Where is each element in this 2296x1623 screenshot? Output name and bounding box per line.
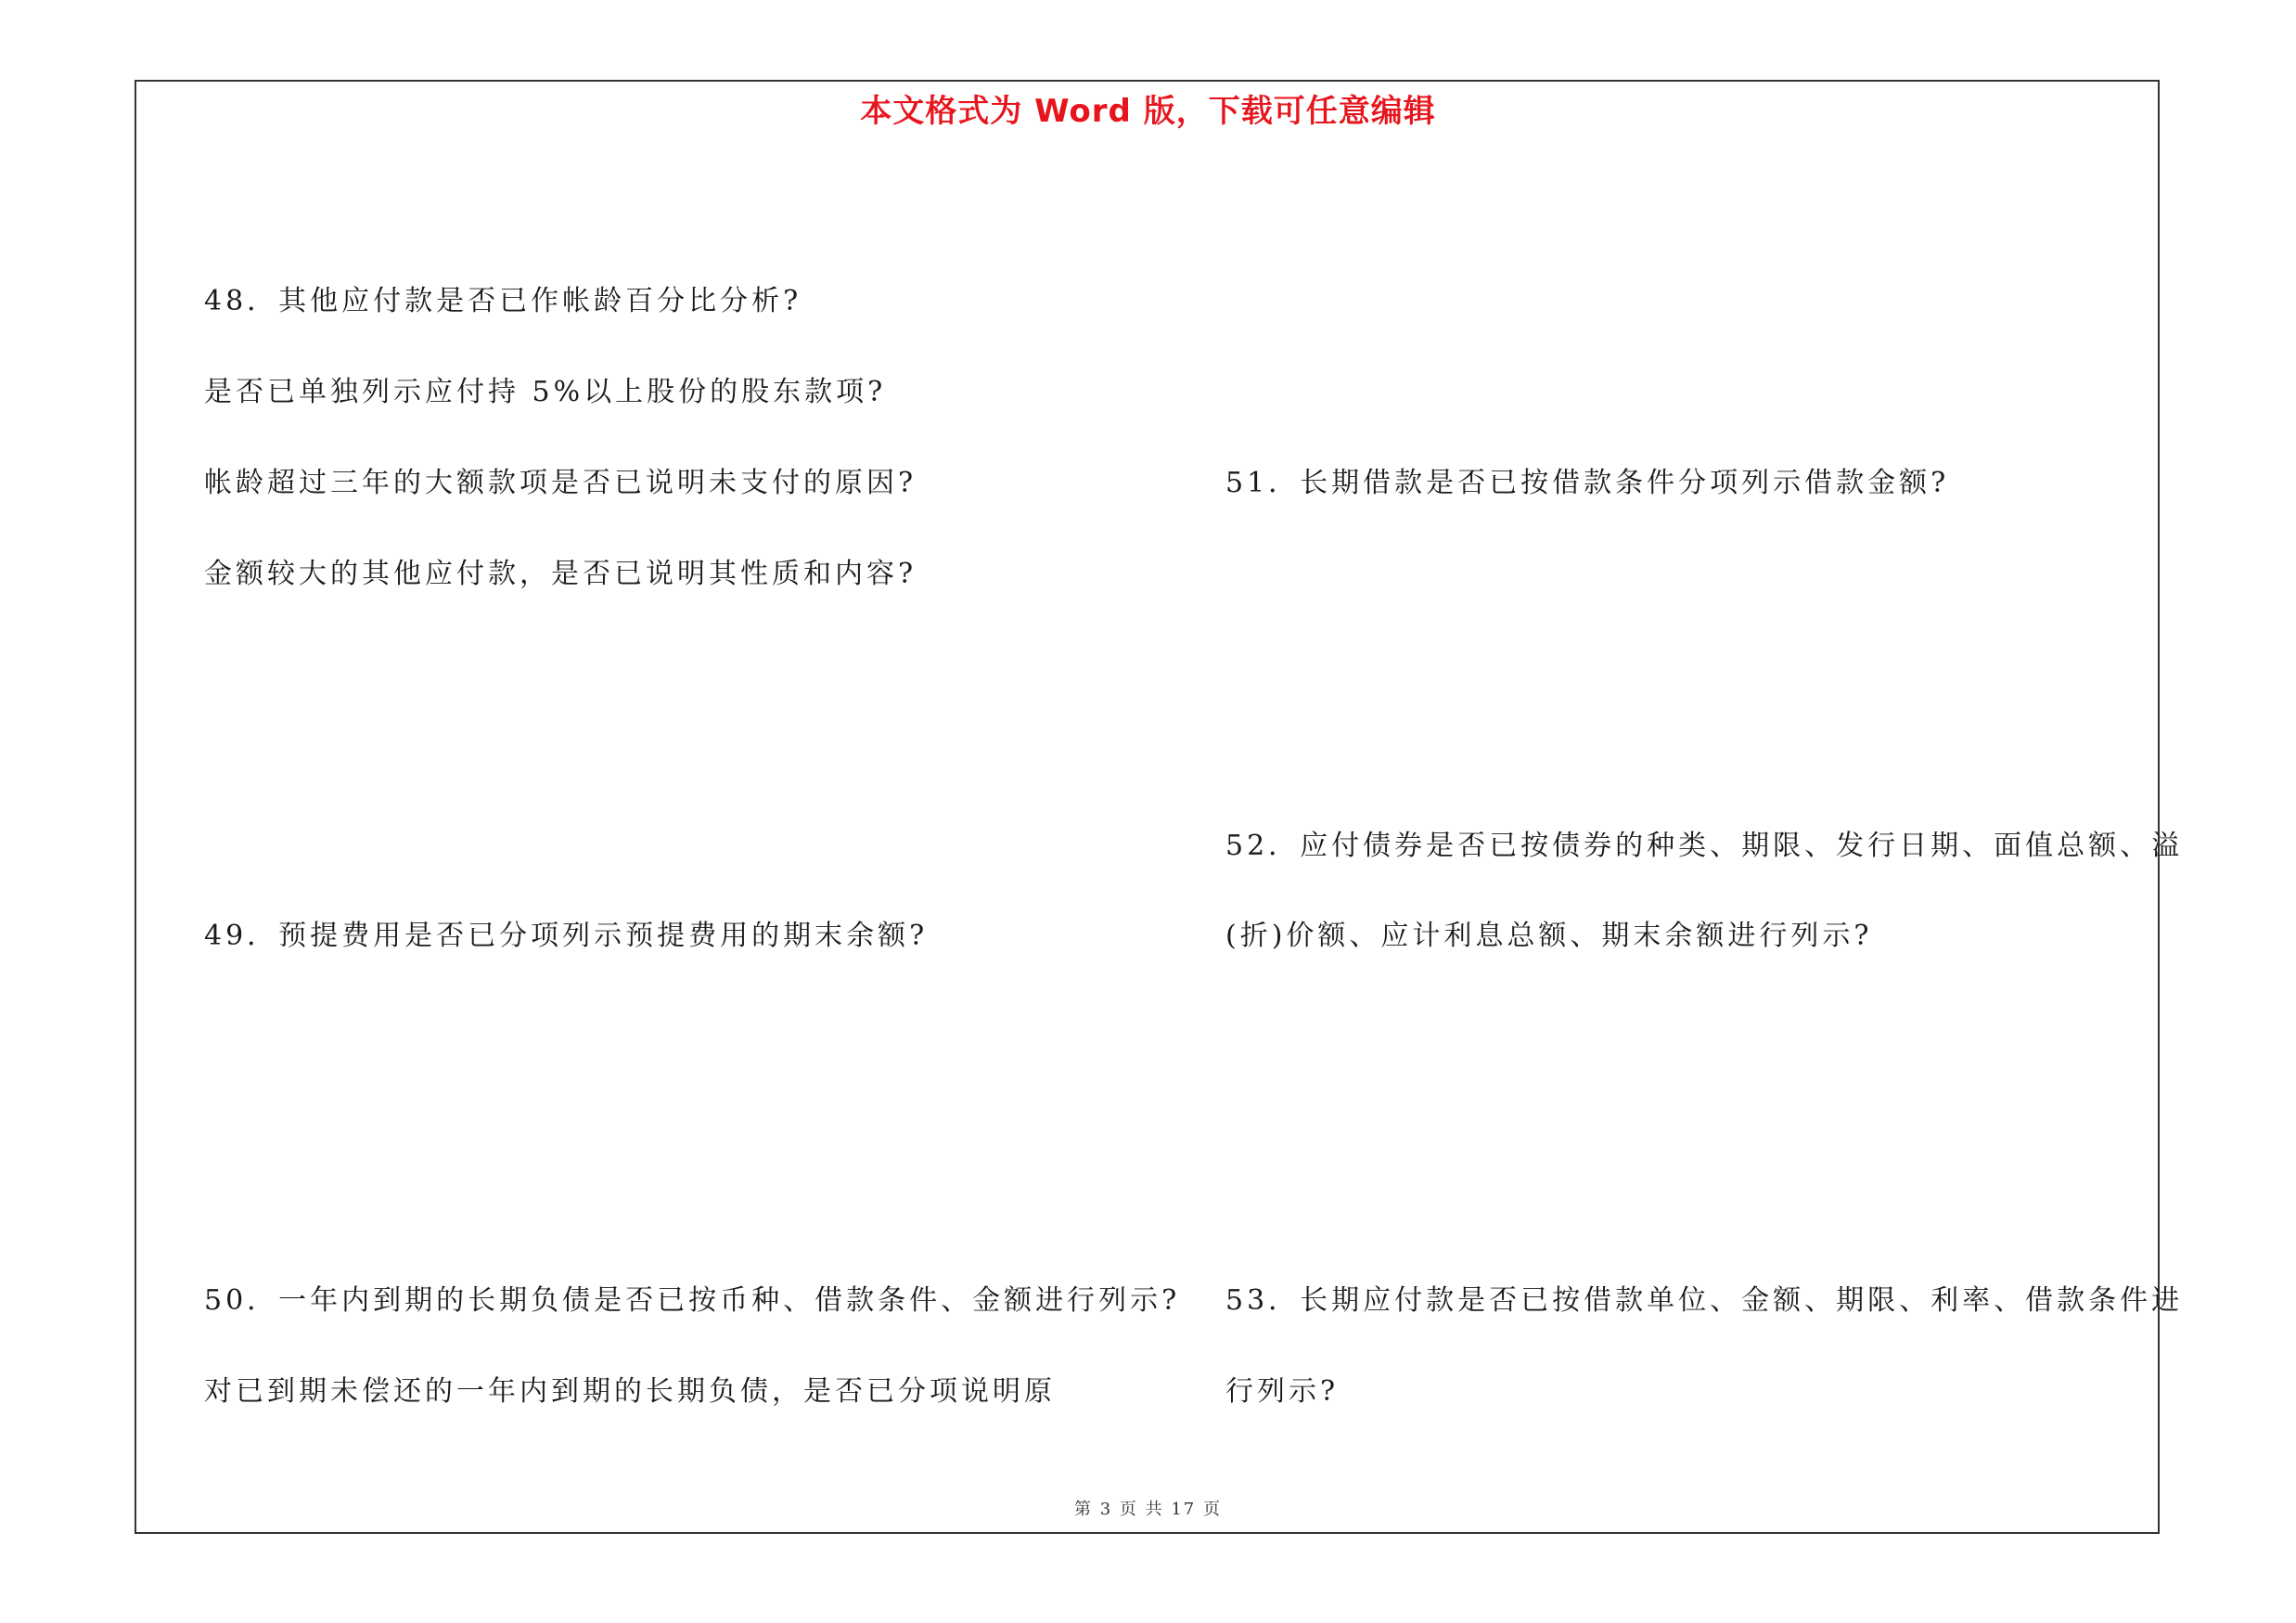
question-48-item-b: 帐龄超过三年的大额款项是否已说明未支付的原因? [204, 467, 917, 499]
question-52-line-1: 52．应付债券是否已按债券的种类、期限、发行日期、面值总额、溢 [1225, 830, 2184, 862]
question-53-line-2: 行列示? [1225, 1375, 1340, 1408]
question-51: 51．长期借款是否已按借款条件分项列示借款金额? [1225, 467, 1950, 499]
page-number-footer: 第 3 页 共 17 页 [1074, 1500, 1222, 1519]
question-49: 49．预提费用是否已分项列示预提费用的期末余额? [204, 920, 929, 952]
question-48: 48．其他应付款是否已作帐龄百分比分析? [204, 285, 802, 317]
word-format-banner: 本文格式为 Word 版，下载可任意编辑 [860, 93, 1436, 130]
question-50: 50．一年内到期的长期负债是否已按币种、借款条件、金额进行列示? [204, 1284, 1181, 1317]
question-53-line-1: 53．长期应付款是否已按借款单位、金额、期限、利率、借款条件进 [1225, 1284, 2184, 1317]
question-48-item-a: 是否已单独列示应付持 5%以上股份的股东款项? [204, 376, 887, 408]
question-52-line-2: (折)价额、应计利息总额、期末余额进行列示? [1225, 920, 1873, 952]
question-50-item-a: 对已到期未偿还的一年内到期的长期负债，是否已分项说明原 [204, 1375, 1056, 1408]
question-48-item-c: 金额较大的其他应付款，是否已说明其性质和内容? [204, 558, 917, 590]
